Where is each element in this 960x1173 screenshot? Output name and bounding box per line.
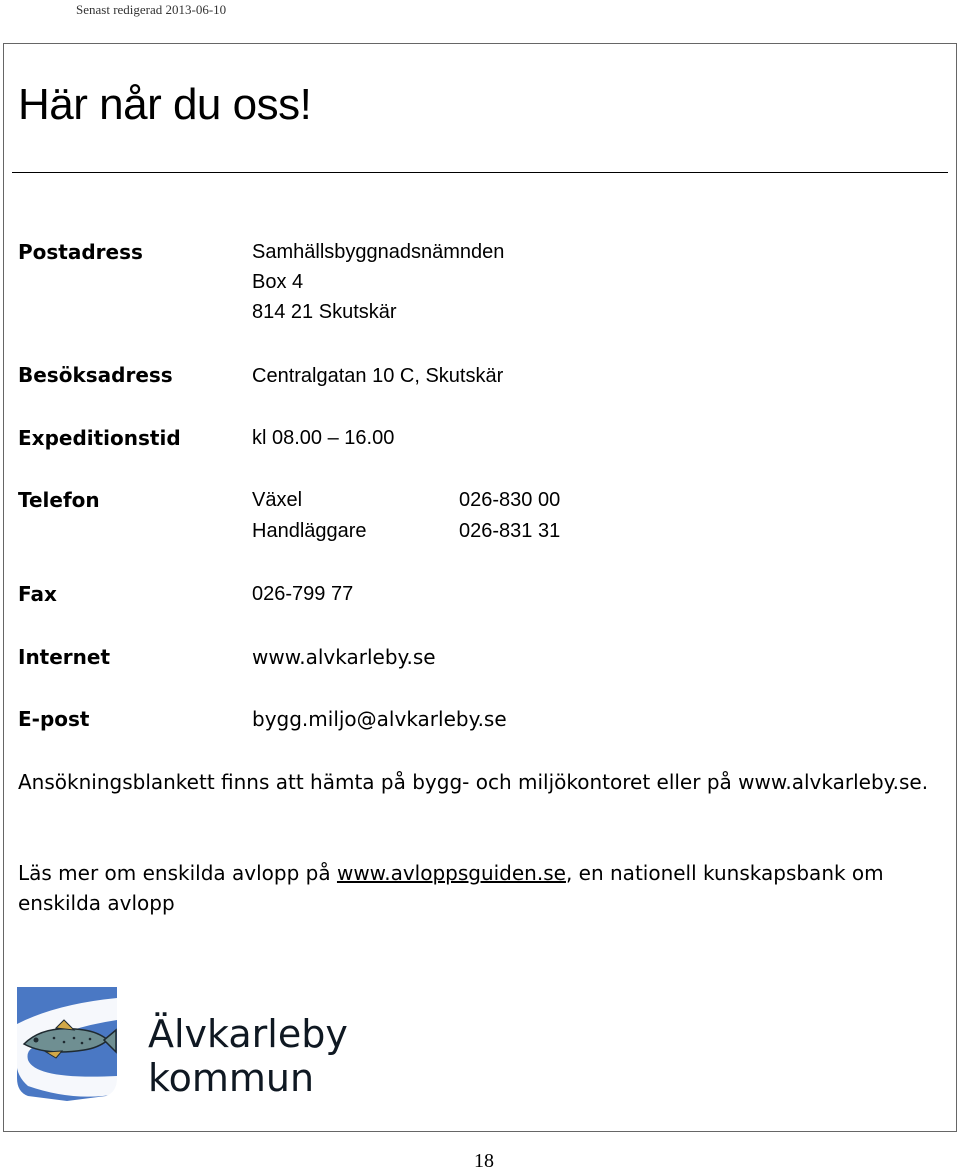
postadress-line-1: Samhällsbyggnadsnämnden <box>252 241 505 263</box>
read-more-text-start: Läs mer om enskilda avlopp på <box>18 861 337 885</box>
internet-label: Internet <box>18 645 111 669</box>
expeditionstid-value: kl 08.00 – 16.00 <box>252 427 395 449</box>
page-number: 18 <box>474 1150 494 1172</box>
page-frame <box>3 43 957 1132</box>
title-rule <box>12 172 948 173</box>
read-more-text-end: , en nationell kunskapsbank om enskilda avlopp <box>18 861 884 915</box>
telefon-number-vaxel: 026-830 00 <box>459 489 561 511</box>
besoksadress-value: Centralgatan 10 C, Skutskär <box>252 365 504 387</box>
municipality-wordmark <box>148 1012 348 1100</box>
application-form-info: Ansökningsblankett finns att hämta på bygg- och miljökontoret eller på www.alvkarleby.se. <box>18 770 929 794</box>
wordmark-line-2: kommun <box>148 1056 315 1100</box>
expeditionstid-label: Expeditionstid <box>18 426 181 450</box>
read-more-info <box>18 858 938 918</box>
telefon-name-vaxel: Växel <box>252 489 303 511</box>
besoksadress-label: Besöksadress <box>18 363 173 387</box>
telefon-name-handlaggare: Handläggare <box>252 520 367 542</box>
postadress-line-2: Box 4 <box>252 271 304 293</box>
fax-label: Fax <box>18 582 57 606</box>
avloppsguiden-link[interactable]: www.avloppsguiden.se <box>336 861 566 885</box>
wordmark-line-1: Älvkarleby <box>148 1012 348 1056</box>
header-note: Senast redigerad 2013-06-10 <box>76 2 227 17</box>
fax-value: 026-799 77 <box>252 583 354 605</box>
internet-value: www.alvkarleby.se <box>252 645 436 669</box>
telefon-number-handlaggare: 026-831 31 <box>459 520 561 542</box>
epost-value: bygg.miljo@alvkarleby.se <box>252 707 507 731</box>
postadress-label: Postadress <box>18 240 143 264</box>
municipality-shield-logo <box>16 986 118 1102</box>
postadress-line-3: 814 21 Skutskär <box>252 301 397 323</box>
page-title: Här når du oss! <box>18 80 312 129</box>
epost-label: E-post <box>18 707 90 731</box>
telefon-label: Telefon <box>18 488 100 512</box>
